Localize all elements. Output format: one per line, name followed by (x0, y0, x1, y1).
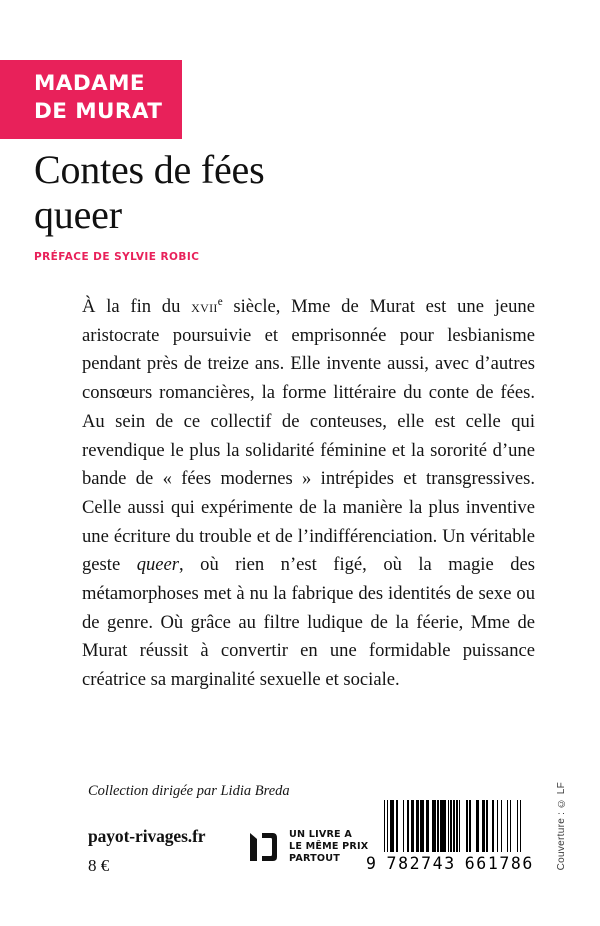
blurb-text (82, 292, 535, 695)
cover-credit: Couverture : © LF (556, 782, 567, 871)
open-book-icon (248, 827, 280, 867)
same-price-line-1: UN LIVRE A (289, 828, 352, 840)
author-name-line-2: DE MURAT (34, 99, 163, 125)
title-block (34, 148, 554, 263)
book-title-line-2: queer (34, 191, 122, 237)
blurb-century-ordinal-suffix: e (217, 295, 223, 308)
blurb-part-3: , où rien n’est figé, où la magie des métamorphoses met à nu la fabrique des identités de sexe ou de genre. Où grâce au filtre ludique de la féerie, Mme de Murat réussit à convertir en une formidable puissance créatrice sa marginalité sexuelle et sociale. (82, 554, 535, 691)
author-banner (0, 60, 182, 139)
isbn-barcode (366, 800, 546, 873)
barcode-group-2: 661786 (464, 854, 534, 873)
blurb-part-2: siècle, Mme de Murat est une jeune aristocrate poursuivie et emprisonnée pour lesbianisme pendant près de treize ans. Elle invente aussi, avec d’autres consœurs romancières, la forme littéraire du conte de fées. Au sein de ce collectif de conteuses, elle est celle qui revendique le plus la solidarité féminine et la sororité d’une bande de « fées modernes » intrépides et transgressives. Celle aussi qui expérimente de la manière la plus inventive une écriture du trouble et de l’indifférenciation. Un véritable geste (82, 296, 535, 576)
barcode-bars (384, 800, 546, 852)
blurb-century-numeral: xvii (191, 296, 218, 316)
author-name-line-1: MADAME (34, 71, 146, 96)
same-price-logo (248, 827, 368, 867)
blurb-italic-queer: queer (136, 554, 180, 576)
barcode-group-1: 782743 (386, 854, 456, 873)
barcode-digits (366, 854, 546, 873)
same-price-logo-text (289, 829, 368, 866)
same-price-line-2: LE MÊME PRIX (289, 840, 369, 852)
book-title-line-1: Contes de fées (34, 147, 265, 192)
preface-credit: PRÉFACE DE SYLVIE ROBIC (34, 250, 200, 263)
publisher-info (88, 826, 205, 876)
collection-editor-line: Collection dirigée par Lidia Breda (88, 783, 290, 799)
publisher-website[interactable]: payot-rivages.fr (88, 826, 206, 846)
same-price-line-3: PARTOUT (289, 853, 340, 865)
price-label: 8 € (88, 856, 110, 875)
barcode-lead-digit: 9 (366, 854, 378, 873)
blurb-part-1: À la fin du (82, 296, 192, 317)
